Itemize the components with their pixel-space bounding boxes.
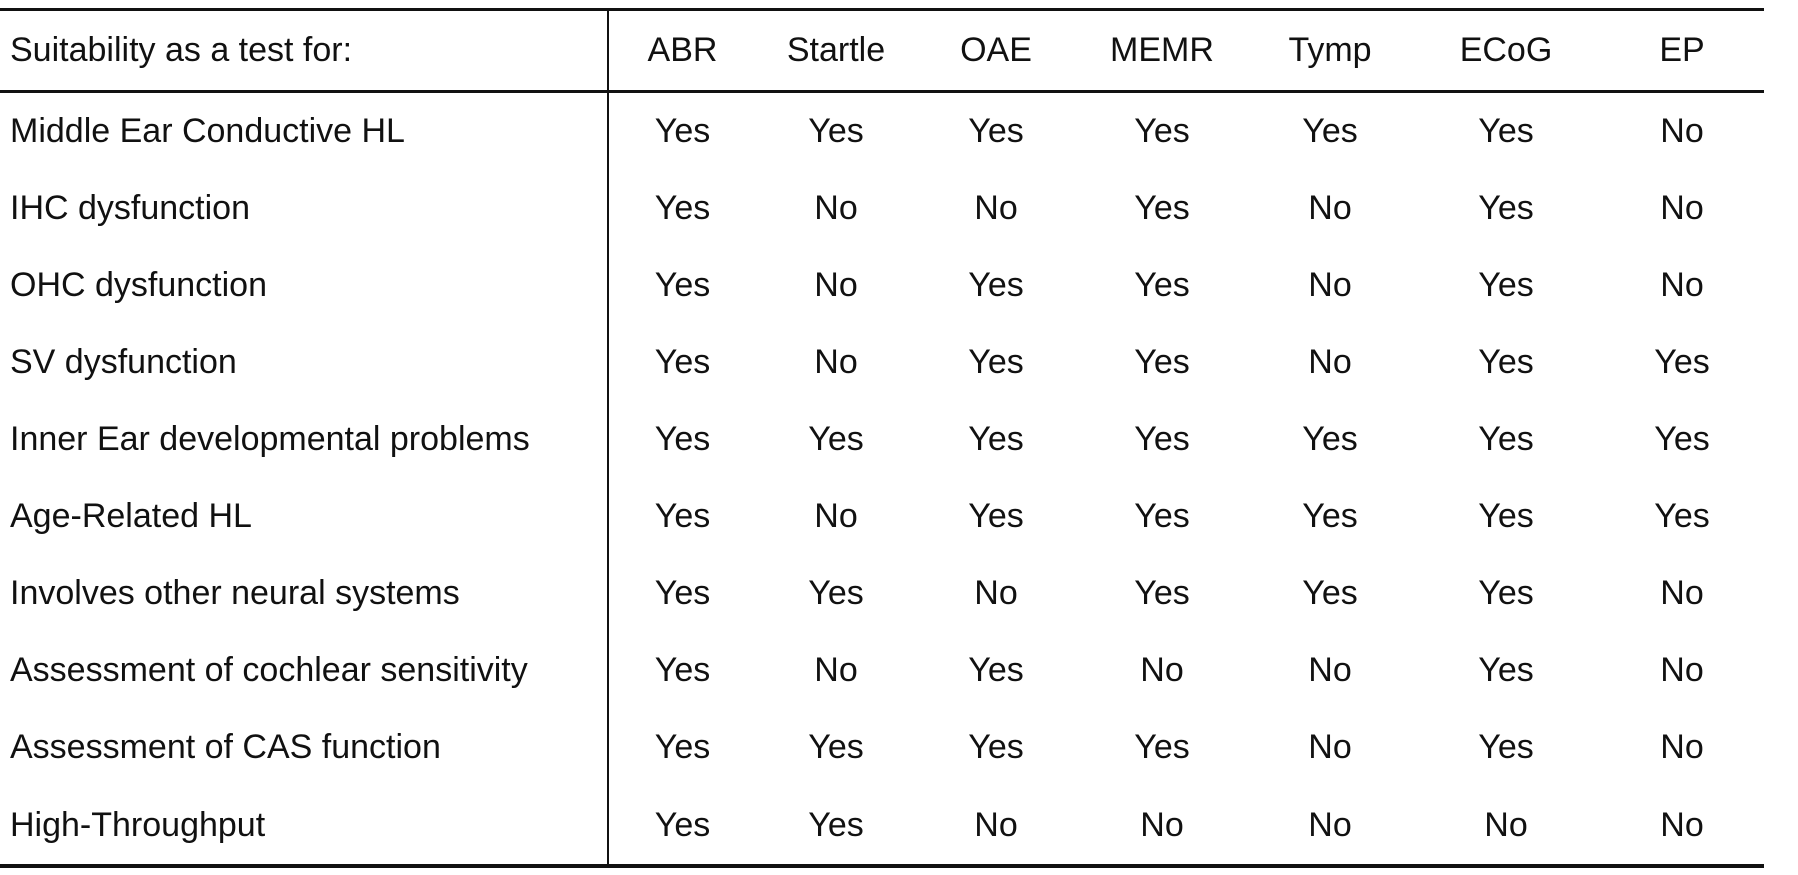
table-cell: No [814, 266, 858, 304]
table-cell: No [1308, 651, 1352, 689]
table-cell: Yes [1134, 343, 1190, 381]
table-cell: Yes [654, 728, 711, 766]
row-label: OHC dysfunction [0, 247, 608, 324]
table-cell: No [1660, 189, 1704, 227]
table-cell: Yes [1134, 420, 1190, 458]
column-header-oae: OAE [960, 31, 1032, 69]
table-cell: No [1308, 266, 1352, 304]
table-cell: Yes [1478, 651, 1534, 689]
table-row [0, 401, 1764, 478]
table-cell: Yes [1302, 497, 1358, 535]
table-cell: Yes [654, 497, 711, 535]
row-label: IHC dysfunction [0, 170, 608, 247]
table-row [0, 709, 1764, 786]
column-header-abr: ABR [647, 31, 718, 69]
table-cell: Yes [808, 574, 864, 612]
table-cell: No [1660, 651, 1704, 689]
table-cell: Yes [654, 343, 711, 381]
row-label: Assessment of cochlear sensitivity [0, 632, 608, 709]
table-cell: No [1660, 574, 1704, 612]
table-cell: Yes [654, 420, 711, 458]
table-cell: Yes [654, 651, 711, 689]
table-cell: No [1660, 112, 1704, 150]
table-cell: Yes [1654, 343, 1710, 381]
table-cell: Yes [654, 189, 711, 227]
table-cell: Yes [1654, 420, 1710, 458]
table-cell: No [974, 189, 1018, 227]
comparison-table-container [0, 8, 1798, 868]
table-row [0, 92, 1764, 171]
table-cell: Yes [968, 651, 1024, 689]
table-cell: Yes [968, 420, 1024, 458]
table-cell: Yes [1302, 574, 1358, 612]
table-cell: Yes [654, 266, 711, 304]
table-cell: No [1308, 728, 1352, 766]
table-cell: No [1660, 266, 1704, 304]
row-label: Inner Ear developmental problems [0, 401, 608, 478]
table-cell: Yes [1478, 266, 1534, 304]
corner-header: Suitability as a test for: [0, 10, 608, 92]
table-cell: Yes [1478, 189, 1534, 227]
table-cell: No [814, 189, 858, 227]
row-label: Assessment of CAS function [0, 709, 608, 786]
table-cell: Yes [968, 497, 1024, 535]
table-header [0, 10, 1764, 92]
table-cell: No [1660, 805, 1704, 844]
table-row [0, 632, 1764, 709]
table-row [0, 324, 1764, 401]
table-cell: Yes [808, 728, 864, 766]
table-cell: Yes [1302, 112, 1358, 150]
table-cell: Yes [654, 805, 711, 844]
table-cell: No [1660, 728, 1704, 766]
table-row [0, 555, 1764, 632]
row-label: Involves other neural systems [0, 555, 608, 632]
table-cell: Yes [1478, 112, 1534, 150]
table-cell: No [1140, 805, 1184, 844]
table-cell: Yes [1478, 497, 1534, 535]
table-cell: No [1484, 805, 1528, 844]
suitability-table [0, 8, 1764, 868]
column-header-tymp: Tymp [1288, 31, 1372, 69]
table-cell: Yes [968, 343, 1024, 381]
column-header-ecog: ECoG [1459, 31, 1553, 69]
column-header-memr: MEMR [1110, 31, 1214, 69]
table-cell: No [814, 343, 858, 381]
table-cell: Yes [1134, 189, 1190, 227]
row-label: High-Throughput [0, 786, 608, 866]
table-cell: Yes [654, 574, 711, 612]
table-cell: Yes [808, 805, 864, 844]
table-body [0, 92, 1764, 867]
table-cell: Yes [808, 420, 864, 458]
table-cell: No [1140, 651, 1184, 689]
table-cell: Yes [1134, 112, 1190, 150]
table-cell: Yes [1302, 420, 1358, 458]
table-cell: Yes [968, 728, 1024, 766]
table-row [0, 170, 1764, 247]
table-cell: Yes [1478, 728, 1534, 766]
table-cell: Yes [1478, 420, 1534, 458]
table-cell: No [814, 497, 858, 535]
table-cell: Yes [1134, 574, 1190, 612]
column-header-startle: Startle [786, 31, 886, 69]
table-cell: Yes [968, 266, 1024, 304]
table-cell: Yes [1654, 497, 1710, 535]
row-label: Middle Ear Conductive HL [0, 92, 608, 171]
table-cell: Yes [808, 112, 864, 150]
table-cell: Yes [968, 112, 1024, 150]
table-cell: Yes [1134, 266, 1190, 304]
table-cell: Yes [1134, 728, 1190, 766]
table-cell: Yes [1478, 574, 1534, 612]
table-cell: No [974, 805, 1018, 844]
column-header-ep: EP [1659, 31, 1705, 69]
row-label: SV dysfunction [0, 324, 608, 401]
header-row [0, 10, 1764, 92]
table-cell: Yes [1478, 343, 1534, 381]
table-cell: Yes [1134, 497, 1190, 535]
table-row [0, 247, 1764, 324]
table-cell: No [1308, 189, 1352, 227]
table-cell: No [974, 574, 1018, 612]
table-cell: Yes [654, 112, 711, 150]
table-cell: No [1308, 343, 1352, 381]
table-row [0, 786, 1764, 866]
row-label: Age-Related HL [0, 478, 608, 555]
table-cell: No [814, 651, 858, 689]
table-cell: No [1308, 805, 1352, 844]
table-row [0, 478, 1764, 555]
